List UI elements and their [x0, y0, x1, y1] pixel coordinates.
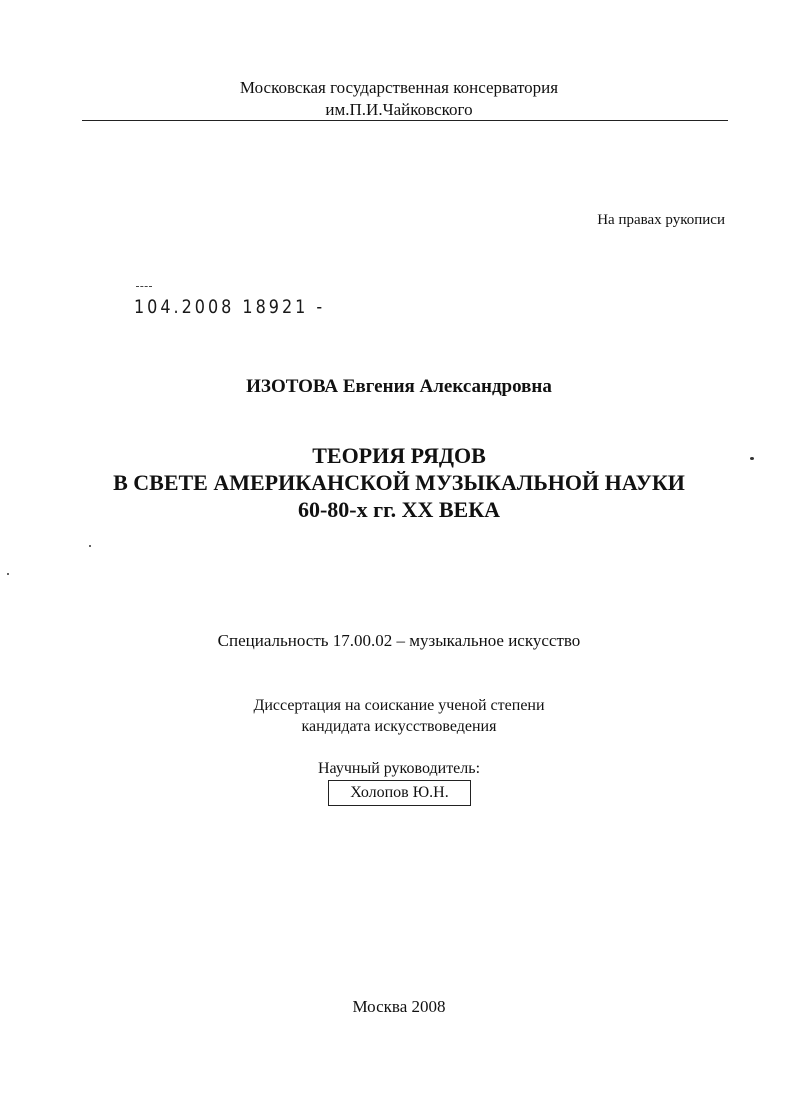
dissertation-title	[0, 442, 798, 523]
advisor-label: Научный руководитель:	[317, 760, 481, 777]
stamp-mark	[136, 286, 152, 287]
author-name: ИЗОТОВА Евгения Александровна	[246, 376, 552, 397]
degree-statement	[0, 695, 798, 737]
city-year: Москва 2008	[352, 997, 446, 1016]
advisor-name: Холопов Ю.Н.	[328, 780, 471, 806]
rights-notice: На правах рукописи	[597, 212, 725, 228]
archive-code: 104.2008 18921 -	[134, 295, 326, 318]
institution-line-2: им.П.И.Чайковского	[325, 100, 473, 119]
institution-name	[0, 77, 798, 121]
degree-line-2: кандидата искусствоведения	[301, 718, 497, 735]
title-line-3: 60-80-х гг. XX ВЕКА	[297, 497, 501, 522]
scan-speck	[89, 545, 91, 547]
title-line-1: ТЕОРИЯ РЯДОВ	[312, 443, 486, 468]
degree-line-1: Диссертация на соискание ученой степени	[253, 697, 545, 714]
title-line-2: В СВЕТЕ АМЕРИКАНСКОЙ МУЗЫКАЛЬНОЙ НАУКИ	[113, 470, 685, 495]
scan-speck	[750, 457, 754, 460]
institution-line-1: Московская государственная консерватория	[239, 78, 559, 97]
specialty: Специальность 17.00.02 – музыкальное искусство	[217, 631, 581, 650]
scan-speck	[7, 573, 9, 575]
header-divider	[82, 120, 728, 121]
